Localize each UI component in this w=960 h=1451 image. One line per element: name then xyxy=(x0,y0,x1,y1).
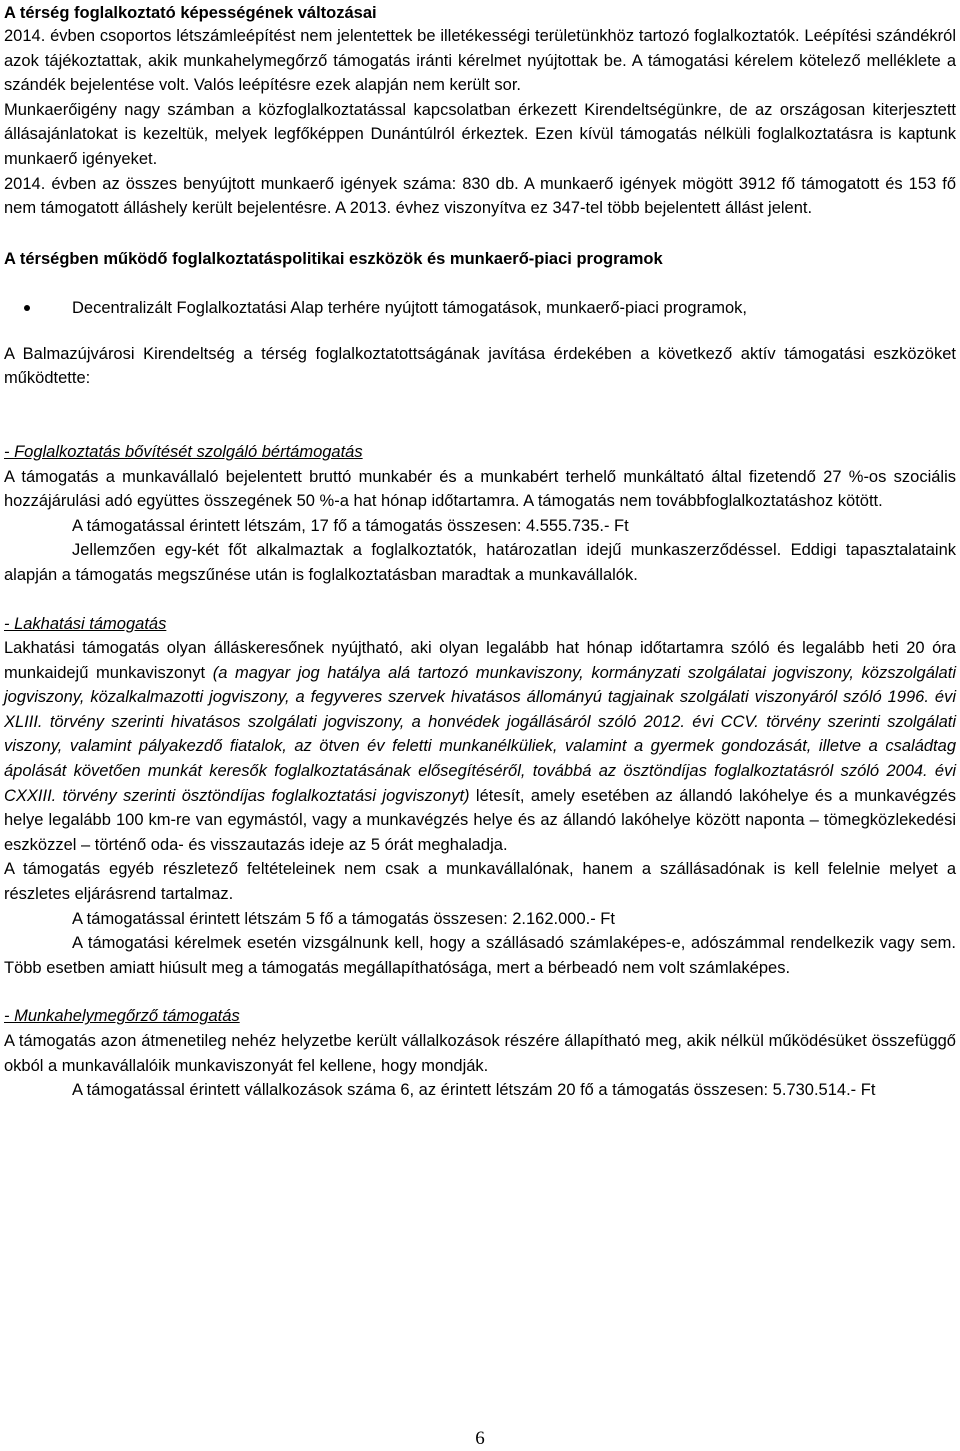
page-number: 6 xyxy=(475,1428,485,1449)
bullet-item xyxy=(4,296,956,320)
document-page xyxy=(4,0,956,1103)
paragraph-housing-invoice: A támogatási kérelmek esetén vizsgálnunk kell, hogy a szállásadó számlaképes-e, adószámmal rendelkezik vagy sem. Több esetben amiatt hiúsult meg a támogatás megállapíthatósága, mert a bérbeadó nem volt számlaképes. xyxy=(4,934,956,977)
paragraph-layoffs: 2014. évben csoportos létszámleépítést nem jelentettek be illetékességi területünkhöz tartozó foglalkoztatók. Leépítési szándékról azok tájékoztattak, akik munkahelymegőrző támogatás iránti kérelmet nyújtottak be. A támogatási kérelem kötelező melléklete a szándék bejelentése volt. Valós leépítésre ezek alapján nem került sor. xyxy=(4,27,956,95)
paragraph-intro: A Balmazújvárosi Kirendeltség a térség foglalkoztatottságának javítása érdekében a következő aktív támogatási eszközöket működtette: xyxy=(4,344,956,388)
subsection-title-wage-support: - Foglalkoztatás bővítését szolgáló bértámogatás xyxy=(4,442,363,461)
paragraph-wage-support-count: A támogatással érintett létszám, 17 fő a támogatás összesen: 4.555.735.- Ft xyxy=(72,516,629,535)
paragraph-2014-demand: 2014. évben az összes benyújtott munkaerő igények száma: 830 db. A munkaerő igények mögött 3912 fő támogatott és 153 fő nem támogatott álláshely került bejelentésre. A 2013. évhez viszonyítva ez 347-tel több bejelentett állást jelent. xyxy=(4,174,956,218)
subsection-title-job-retention: - Munkahelymegőrző támogatás xyxy=(4,1007,240,1026)
bullet-icon xyxy=(4,296,72,320)
subsection-title-housing: - Lakhatási támogatás xyxy=(4,614,167,633)
paragraph-housing-details: A támogatás egyéb részletező feltételeinek nem csak a munkavállalónak, hanem a szállásadónak is kell felelnie melyet a részletes eljárásrend tartalmaz. xyxy=(4,860,956,904)
paragraph-wage-support-experience: Jellemzően egy-két főt alkalmaztak a foglalkoztatók, határozatlan idejű munkaszerződéssel. Eddigi tapasztalataink alapján a támogatás megszűnése után is foglalkoztatásban maradtak a munkavállalók. xyxy=(4,541,956,584)
housing-text-c: létesít, amely esetében az állandó lakóhelye és a munkavégzés helye legalább 100 km-re van egymástól, vagy a munkavégzés helye és az állandó lakóhelye között naponta – tömegközlekedési eszközzel – történő oda- és visszautazás ideje az 5 órát meghaladja. xyxy=(4,786,956,854)
paragraph-labor-demand: Munkaerőigény nagy számban a közfoglalkoztatással kapcsolatban érkezett Kirendeltségünkre, de az országosan kiterjesztett állásajánlatokat is kezeltük, melyek legfőképpen Dunántúlról érkeztek. Ezen kívül támogatás nélküli foglalkoztatásra is kaptunk munkaerő igényeket. xyxy=(4,100,956,168)
housing-text-legal: (a magyar jog hatálya alá tartozó munkaviszony, kormányzati szolgálatai jogviszony, közszolgálati jogviszony, közalkalmazotti jogviszony, a fegyveres szervek hivatásos állományú tagjainak szolgálati viszonyáról szóló 1996. évi XLIII. törvény szerinti hivatásos szolgálati jogviszony, a honvédek jogállásáról szóló 2012. évi CCV. törvény szerinti szolgálati viszony, valamint pályakezdő fiatalok, az ötven év feletti munkanélküliek, valamint a gyermek gondozását, illetve a családtag ápolását követően munkát keresők foglalkoztatásának elősegítéséről, továbbá az ösztöndíjas foglalkoztatásról szóló 2004. évi CXXIII. törvény szerinti ösztöndíjas foglalkoztatási jogviszonyt) xyxy=(4,663,956,805)
paragraph-housing-count: A támogatással érintett létszám 5 fő a támogatás összesen: 2.162.000.- Ft xyxy=(72,909,615,928)
paragraph-job-retention: A támogatás azon átmenetileg nehéz helyzetbe került vállalkozások részére állapítható meg, akik nélkül működésüket összefüggő okból a munkavállalóik munkaviszonyát fel kellene, hogy mondják. xyxy=(4,1032,956,1075)
paragraph-job-retention-count: A támogatással érintett vállalkozások száma 6, az érintett létszám 20 fő a támogatás összesen: 5.730.514.- Ft xyxy=(72,1081,876,1100)
paragraph-housing-conditions xyxy=(4,636,956,857)
section-heading-programs: A térségben működő foglalkoztatáspolitikai eszközök és munkaerő-piaci programok xyxy=(4,249,663,268)
housing-text-a: Lakhatási támogatás olyan álláskeresőnek nyújtható, aki olyan legalább hat hónap időtartamra szóló és legalább heti 20 óra munkaidejű munkaviszonyt xyxy=(4,639,956,682)
paragraph-wage-support: A támogatás a munkavállaló bejelentett bruttó munkabér és a munkabért terhelő munkáltató által fizetendő 27 %-os szociális hozzájárulási adó együttes összegének 50 %-a hat hónap időtartamra. A támogatás nem továbbfoglalkoztatáshoz kötött. xyxy=(4,467,956,511)
section-heading-capacity: A térség foglalkoztató képességének változásai xyxy=(4,4,377,22)
bullet-text: Decentralizált Foglalkoztatási Alap terhére nyújtott támogatások, munkaerő-piaci programok, xyxy=(72,298,748,317)
